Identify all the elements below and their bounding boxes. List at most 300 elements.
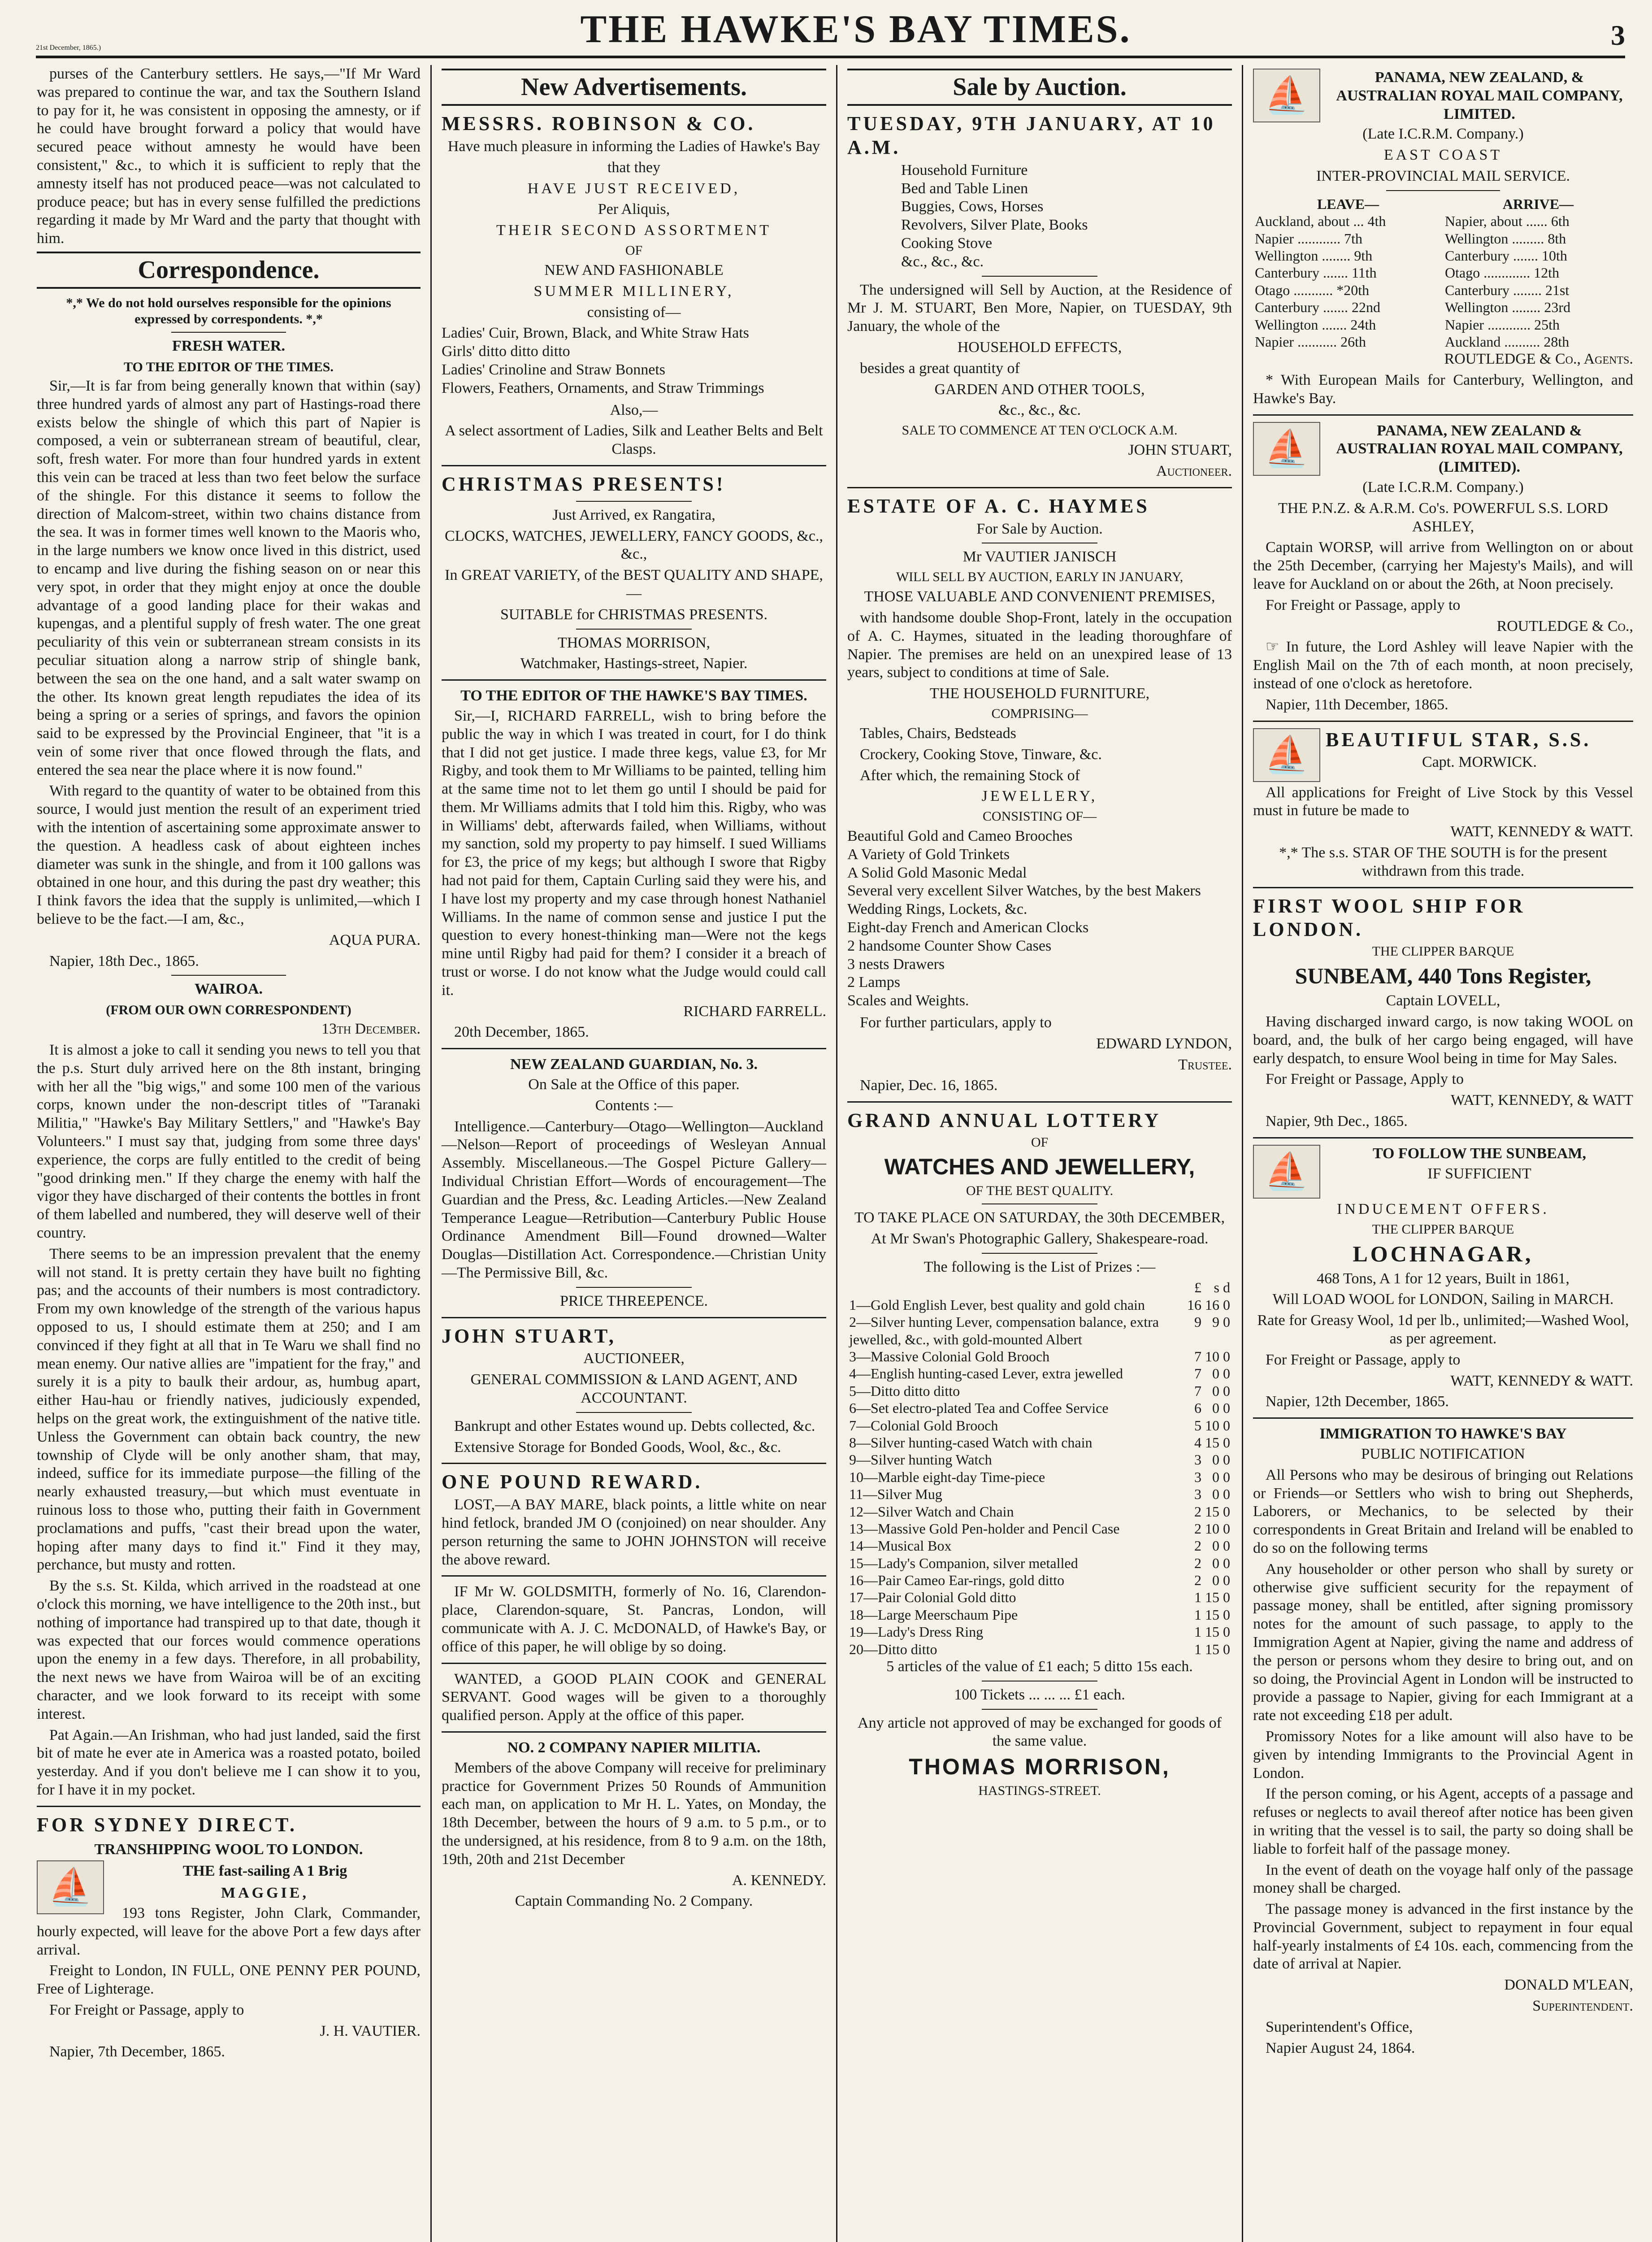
prize-cell: 2 [1194,1503,1201,1520]
robinson-l9: consisting of— [587,304,681,321]
editorial-continuation: purses of the Canterbury settlers. He says,—"If Mr Ward was prepared to continue the war, and tax the Southern Island to pay for it, he was consistent in opposing the amnesty, or if he could have brought forward a policy that would have secured peace without amnesty he would have been consistent," &c., to which it is sufficient to reply that the amnesty itself has not produced peace—was not calculated to produce peace; but has in every sense fulfilled the predictions regarding it made by Mr Ward and the party that thought with him. [37,65,421,247]
prize-cell: 15 [1205,1503,1219,1520]
timetable-row [1253,316,1633,333]
haymes-jewellery: JEWELLERY, [981,788,1098,805]
reward-head: ONE POUND REWARD. [442,1471,703,1493]
prize-cell: 0 [1212,1538,1219,1554]
lochnagar-l3: Rate for Greasy Wool, 1d per lb., unlimited;—Washed Wool, as per agreement. [1257,1312,1629,1347]
prize-cell: 8—Silver hunting-cased Watch with chain [849,1434,1093,1451]
list-item: A Variety of Gold Trinkets [847,846,1010,863]
immigration-p6: The passage money is advanced in the first instance by the Provincial Government, subject to repayment in four equal half-yearly instalments of £4 10s. each, commencing from the date of arrival at Napier. [1253,1901,1633,1973]
column-4 [1242,65,1643,2242]
prize-row [847,1606,1232,1623]
wairoa-date: 13th December. [321,1021,421,1038]
haymes-furniture: THE HOUSEHOLD FURNITURE, [929,685,1150,702]
prize-row [847,1382,1232,1399]
timetable-cell: Otago ............. 12th [1445,265,1560,281]
prize-cell: 16—Pair Cameo Ear-rings, gold ditto [849,1572,1065,1589]
stuart-l3: Bankrupt and other Estates wound up. Debts collected, &c. [454,1417,815,1434]
militia-head: NO. 2 COMPANY NAPIER MILITIA. [507,1739,761,1756]
wanted-notice: WANTED, a GOOD PLAIN COOK and GENERAL SERVANT. Good wages will be given to a thoroughly qualified person. Apply at the office of this paper. [442,1670,826,1724]
prize-cell: 6—Set electro-plated Tea and Coffee Service [849,1400,1109,1416]
lottery-head: GRAND ANNUAL LOTTERY [847,1109,1162,1132]
prize-cell: 1 [1194,1606,1201,1623]
sydney-body: 193 tons Register, John Clark, Commander, hourly expected, will leave for the above Port a few days after arrival. [37,1904,421,1958]
christmas-l4: SUITABLE for CHRISTMAS PRESENTS. [500,606,768,623]
timetable-row [1253,213,1633,230]
prize-cell: 10 [1205,1417,1219,1434]
prize-cell: 4 [1194,1434,1201,1451]
timetable-cell: Wellington ....... 24th [1255,316,1376,333]
haymes-l2: WILL SELL BY AUCTION, EARLY IN JANUARY, [896,569,1184,585]
robinson-l1: Have much pleasure in informing the Ladies of Hawke's Bay [447,138,820,155]
list-item: Revolvers, Silver Plate, Books [901,217,1088,234]
auction-role: Auctioneer. [1156,462,1232,479]
haymes-consisting: CONSISTING OF— [982,809,1097,824]
wairoa-p3: By the s.s. St. Kilda, which arrived in the roadstead at one o'clock this morning, we have intelligence to the 20th inst., but nothing of importance had transpired up to that date, though it was expected that our forces would commence operations upon the enemy in a few days. Therefore, in all probability, the next news we have from Wairoa will be of an exciting character, and we look forward to its receipt with some interest. [37,1577,421,1722]
panama2-late: (Late I.C.R.M. Company.) [1362,479,1524,496]
newspaper-title: THE HAWKE'S BAY TIMES. [580,8,1132,51]
lochnagar-l2: Will LOAD WOOL for LONDON, Sailing in MARCH. [1272,1291,1614,1308]
timetable-row [1253,333,1633,350]
list-item: Girls' ditto ditto ditto [442,343,570,360]
auction-effects: HOUSEHOLD EFFECTS, [957,339,1122,356]
prize-cell: 0 [1223,1572,1230,1589]
list-item: Buggies, Cows, Horses [901,198,1044,215]
timetable-cell: Auckland .......... 28th [1445,333,1570,350]
timetable-row [1253,282,1633,299]
sunbeam-head: FIRST WOOL SHIP FOR LONDON. [1253,895,1526,941]
list-item: Several very excellent Silver Watches, by the best Makers [847,882,1201,899]
col-shillings: s [1214,1279,1219,1296]
timetable-row [1253,230,1633,247]
prize-cell: 0 [1212,1486,1219,1503]
prize-row [847,1555,1232,1572]
sydney-ship-line: THE fast-sailing A 1 Brig [182,1863,347,1880]
timetable-cell: Wellington ........ 9th [1255,247,1373,264]
panama2-apply: For Freight or Passage, apply to [1266,596,1461,613]
prize-cell: 19—Lady's Dress Ring [849,1624,984,1640]
sunbeam-name: SUNBEAM, 440 Tons Register, [1295,963,1591,989]
sydney-dateline: Napier, 7th December, 1865. [49,2043,225,2060]
prize-cell: 7 [1194,1365,1201,1382]
panama1-head: PANAMA, NEW ZEALAND, & AUSTRALIAN ROYAL MAIL COMPANY, LIMITED. [1336,69,1623,122]
prize-cell: 0 [1212,1451,1219,1468]
robinson-ad [442,112,826,459]
lottery-take: TO TAKE PLACE ON SATURDAY, the 30th DECEMBER, [854,1209,1225,1226]
farrell-dateline: 20th December, 1865. [454,1024,589,1041]
prize-cell: 0 [1223,1469,1230,1485]
prize-cell: 1 [1194,1589,1201,1606]
immigration-office: Superintendent's Office, [1266,2018,1413,2035]
prize-cell: 3—Massive Colonial Gold Brooch [849,1348,1050,1364]
immigration-p1: All Persons who may be desirous of bringing out Relations or Friends—or Settlers who wish to bring out Shepherds, Laborers, or Mechanics, to be selected by their correspondents in Great Britain and Ireland will be enabled to do so on the following terms [1253,1466,1633,1556]
masthead [36,0,1625,58]
prize-cell: 15 [1205,1606,1219,1623]
panama2-dateline: Napier, 11th December, 1865. [1266,696,1448,713]
haymes-ad [847,495,1232,1095]
prize-cell: 16 [1205,1296,1219,1313]
lottery-title: WATCHES AND JEWELLERY, [884,1154,1195,1180]
leave-header: LEAVE— [1317,196,1379,212]
prize-cell: 12—Silver Watch and Chain [849,1503,1014,1520]
christmas-l3: In GREAT VARIETY, of the BEST QUALITY AND SHAPE,— [445,567,823,602]
prize-cell: 10 [1205,1348,1219,1364]
prize-cell: 0 [1223,1314,1230,1330]
immigration-p5: In the event of death on the voyage half only of the passage money shall be charged. [1253,1861,1633,1897]
ship-icon: ⛵ [1253,728,1320,782]
prize-cell: 15—Lady's Companion, silver metalled [849,1555,1078,1571]
haymes-agent: EDWARD LYNDON, [1096,1035,1232,1052]
immigration-sub: PUBLIC NOTIFICATION [1361,1445,1525,1462]
prize-row [847,1469,1232,1486]
prize-row [847,1434,1232,1451]
star-agent: WATT, KENNEDY & WATT. [1450,823,1633,840]
guardian-head: NEW ZEALAND GUARDIAN, No. 3. [510,1056,758,1073]
prize-cell: 18—Large Meerschaum Pipe [849,1606,1018,1623]
pat-again: Pat Again.—An Irishman, who had just landed, said the first bit of mate he ever ate in America was a roasted potato, boiled yesterday. And if you don't believe me I can show it to you, for I have it in my pocket. [37,1726,421,1798]
disclaimer: *,* We do not hold ourselves responsible for the opinions expressed by correspondents. *,* [66,295,391,327]
fresh-water-title: FRESH WATER. [172,338,285,355]
issue-date: 21st December, 1865.) [36,44,101,52]
auction-body: The undersigned will Sell by Auction, at the Residence of Mr J. M. STUART, Ben More, Napier, on TUESDAY, 9th January, the whole of the [847,281,1232,335]
lottery-addr: HASTINGS-STREET. [978,1783,1101,1799]
prize-cell: 9 [1212,1314,1219,1330]
list-item: Beautiful Gold and Cameo Brooches [847,828,1073,845]
haymes-comprising: COMPRISING— [991,706,1088,721]
timetable-cell: Napier ............ 25th [1445,316,1560,333]
sydney-ad-sub: TRANSHIPPING WOOL TO LONDON. [94,1841,363,1858]
prize-cell: 9 [1194,1314,1201,1330]
lottery-tickets: 100 Tickets ... ... ... £1 each. [954,1686,1125,1703]
auction-heading: Sale by Auction. [847,69,1232,106]
auction-items [847,161,1232,271]
prize-cell: 0 [1212,1365,1219,1382]
prize-cell: 0 [1223,1589,1230,1606]
star-head: BEAUTIFUL STAR, S.S. [1326,728,1591,751]
panama2-head: PANAMA, NEW ZEALAND & AUSTRALIAN ROYAL MAIL COMPANY, (LIMITED). [1336,422,1623,476]
haymes-body: with handsome double Shop-Front, lately in the occupation of A. C. Haymes, situated in the leading thoroughfare of Napier. The premises are held on an unexpired lease of 13 years, subject to conditions at time of Sale. [847,609,1232,681]
immigration-head: IMMIGRATION TO HAWKE'S BAY [1319,1425,1567,1443]
panama2-agent: ROUTLEDGE & Co., [1496,617,1633,634]
prize-cell: 0 [1223,1624,1230,1640]
prize-cell: 6 [1194,1400,1201,1416]
auction-commence: SALE TO COMMENCE AT TEN O'CLOCK A.M. [902,423,1178,438]
farrell-body: Sir,—I, RICHARD FARRELL, wish to bring before the public the way in which I was treated in court, for I do think that I did not get justice. I made three kegs, value £3, for Mr Rigby, and took them to Mr Williams to be painted, telling him at the same time not to let them go until I should be paid for them. Mr Williams admits that I told him this. Rigby, who was in Williams' debt, afterwards failed, when Williams, without my sanction, sold my property to pay himself. I sued Williams for £3, the price of my kegs; but although I swore that Rigby had not paid for them, Captain Curling said they were his, and I have lost my property and my case through honest Nathaniel Williams. In the name of common sense and justice I put the question to every honest-thinking man—Were not the kegs mine until Rigby had paid for them? I consider it a breach of trust or worse. I do not know what the Judge would could call it. [442,707,826,999]
panama1-service: INTER-PROVINCIAL MAIL SERVICE. [1316,167,1570,184]
auction-head: TUESDAY, 9TH JANUARY, AT 10 A.M. [847,113,1216,158]
prize-table-header [847,1279,1232,1296]
haymes-after: After which, the remaining Stock of [860,767,1080,784]
militia-body: Members of the above Company will receive for preliminary practice for Government Prizes 50 Rounds of Ammunition each man, on application to Mr H. L. Yates, on Monday, the 18th December, between the hours of 9 a.m. to 5 p.m., or to the undersigned, at his residence, from 8 to 9 a.m. on the 18th, 19th, 20th and 21st December [442,1759,826,1868]
goldsmith-notice: IF Mr W. GOLDSMITH, formerly of No. 16, Clarendon-place, Clarendon-square, St. Pancras, London, will communicate with A. J. C. McDONALD, of Hawke's Bay, or office of this paper, he will oblige by so doing. [442,1583,826,1655]
timetable-cell: Canterbury ....... 11th [1255,265,1377,281]
column-2 [430,65,836,2242]
prize-cell: 0 [1212,1572,1219,1589]
prize-cell: 0 [1223,1365,1230,1382]
robinson-also: Also,— [610,401,658,418]
robinson-head: MESSRS. ROBINSON & CO. [442,113,756,135]
panama-mail-ad [1253,69,1633,408]
list-item: 2 Lamps [847,974,901,991]
list-item: Ladies' Cuir, Brown, Black, and White Straw Hats [442,325,749,342]
stuart-l4: Extensive Storage for Bonded Goods, Wool, &c., &c. [454,1438,781,1456]
prize-cell: 4—English hunting-cased Lever, extra jewelled [849,1365,1123,1382]
reward-ad [442,1470,826,1569]
christmas-addr: Watchmaker, Hastings-street, Napier. [520,655,748,672]
wairoa-title: WAIROA. [194,981,263,998]
pointing-hand-icon: ☞ [1266,639,1279,656]
prize-cell: 7—Colonial Gold Brooch [849,1417,998,1434]
prize-cell: 0 [1223,1400,1230,1416]
guardian-price: PRICE THREEPENCE. [560,1292,708,1309]
list-item: 3 nests Drawers [847,956,945,973]
list-item: Bed and Table Linen [901,180,1028,197]
lochnagar-ad [1253,1145,1633,1411]
haymes-f2: Crockery, Cooking Stove, Tinware, &c. [860,746,1102,763]
farrell-head: TO THE EDITOR OF THE HAWKE'S BAY TIMES. [460,687,807,704]
robinson-items [442,324,826,397]
wairoa-p1: It is almost a joke to call it sending you news to tell you that the p.s. Sturt duly arrived here on the 8th instant, bringing with her all the "big wigs," and some 100 men of the various corps, known under the non-descript titles of "Taranaki Militia," "Hawke's Bay Military Settlers," and "Hawke's Bay Volunteers." I must say that, judging from some three days' experience, the corps are fully entitled to the credit of being "good drinking men." If they charge the enemy with half the vigor they have discharged of their contents the bottles in front of them labelled and numbered, they will deserve well of their country. [37,1042,421,1242]
prize-cell: 7 [1194,1382,1201,1399]
auction-besides: besides a great quantity of [860,360,1020,377]
timetable-cell: Canterbury ........ 21st [1445,282,1570,298]
sunbeam-capt: Captain LOVELL, [1386,992,1500,1009]
auction-stuart [847,112,1232,481]
prize-cell: 0 [1223,1503,1230,1520]
prize-row [847,1589,1232,1606]
lottery-at: At Mr Swan's Photographic Gallery, Shakespeare-road. [871,1230,1209,1247]
prize-cell: 13—Massive Gold Pen-holder and Pencil Case [849,1520,1120,1537]
ship-icon: ⛵ [1253,1145,1320,1199]
prize-row [847,1503,1232,1520]
sydney-freight: Freight to London, IN FULL, ONE PENNY PER POUND, Free of Lighterage. [37,1962,421,1998]
prize-row [847,1417,1232,1434]
panama1-agents: ROUTLEDGE & Co., Agents. [1444,351,1633,368]
prize-cell: 15 [1205,1434,1219,1451]
christmas-ad [442,473,826,673]
prize-cell: 0 [1223,1434,1230,1451]
prize-cell: 10—Marble eight-day Time-piece [849,1469,1045,1485]
sunbeam-agent: WATT, KENNEDY, & WATT [1450,1092,1633,1109]
lochnagar-name: LOCHNAGAR, [1353,1241,1534,1266]
prize-cell: 2 [1194,1538,1201,1554]
prize-cell: 17—Pair Colonial Gold ditto [849,1589,1016,1606]
fresh-water-body-2: With regard to the quantity of water to be obtained from this source, I would just mention the result of an experiment tried with the intention of ascertaining some approximate answer to the question. A headless cask of about eighteen inches diameter was sunk in the shingle, and from it 100 gallons was obtained in one hour, and this during the past dry weather; this I think favors the idea that the supply is unlimited,—which I believe to be the fact.—I am, &c., [37,782,421,928]
lottery-name: THOMAS MORRISON, [909,1754,1171,1780]
sunbeam-clipper: THE CLIPPER BARQUE [1372,944,1514,959]
ship-icon: ⛵ [1253,422,1320,476]
robinson-l7: NEW AND FASHIONABLE [544,261,724,278]
lottery-of: OF [1031,1135,1049,1150]
militia-role: Captain Commanding No. 2 Company. [515,1893,753,1910]
robinson-l5: THEIR SECOND ASSORTMENT [496,222,772,239]
prize-cell: 0 [1223,1417,1230,1434]
lochnagar-agent: WATT, KENNEDY & WATT. [1450,1372,1633,1389]
fresh-water-to: TO THE EDITOR OF THE TIMES. [124,359,334,374]
prize-cell: 0 [1223,1555,1230,1571]
list-item: Scales and Weights. [847,992,969,1009]
prize-cell: 0 [1223,1538,1230,1554]
prize-cell: 2 [1194,1520,1201,1537]
timetable-cell: Wellington ........ 23rd [1445,299,1571,316]
col-pounds: £ [1194,1279,1201,1296]
immigration-ad [1253,1425,1633,2057]
immigration-p4: If the person coming, or his Agent, accepts of a passage and refuses or neglects to avail thereof after notice has been given in writing that the vessel is to sail, the party so doing shall be liable to forfeit half of the passage money. [1253,1786,1633,1857]
timetable-cell: Otago ........... *20th [1255,282,1370,298]
list-item: &c., &c., &c. [901,253,984,270]
prize-cell: 0 [1212,1555,1219,1571]
lottery-five: 5 articles of the value of £1 each; 5 ditto 15s each. [886,1658,1193,1675]
christmas-l2: CLOCKS, WATCHES, JEWELLERY, FANCY GOODS, &c., &c., [444,527,824,563]
prize-cell: 1—Gold English Lever, best quality and gold chain [849,1296,1145,1313]
prize-cell: 9—Silver hunting Watch [849,1451,992,1468]
prize-cell: 0 [1223,1451,1230,1468]
panama2-line: THE P.N.Z. & A.R.M. Co's. POWERFUL S.S. LORD ASHLEY, [1278,500,1608,535]
timetable-cell: Napier ............ 7th [1255,230,1362,247]
immigration-role: Superintendent. [1532,1998,1633,2015]
auction-etc: &c., &c., &c. [998,402,1081,419]
prize-cell: 5 [1194,1417,1201,1434]
sunbeam-body: Having discharged inward cargo, is now taking WOOL on board, and, the bulk of her cargo being engaged, will have early despatch, to ensure Wool being in time for May Sales. [1253,1013,1633,1067]
sydney-apply: For Freight or Passage, apply to [49,2001,244,2018]
correspondence-heading: Correspondence. [37,252,421,289]
immigration-dateline: Napier August 24, 1864. [1266,2039,1415,2056]
lochnagar-sub2: INDUCEMENT OFFERS. [1337,1200,1549,1217]
prize-row [847,1520,1232,1537]
sydney-agent: J. H. VAUTIER. [320,2022,421,2039]
militia-signature: A. KENNEDY. [732,1872,826,1889]
prize-row [847,1486,1232,1503]
immigration-signature: DONALD M'LEAN, [1504,1977,1633,1994]
new-ads-heading: New Advertisements. [442,69,826,106]
sydney-ship-name: MAGGIE, [221,1885,309,1902]
prize-cell: 0 [1223,1486,1230,1503]
lottery-note: Any article not approved of may be exchanged for goods of the same value. [858,1714,1222,1750]
haymes-f1: Tables, Chairs, Bedsteads [860,725,1016,742]
timetable-row [1253,299,1633,316]
robinson-l8: SUMMER MILLINERY, [533,282,734,300]
list-item: Ladies' Crinoline and Straw Bonnets [442,361,666,378]
star-note: *,* The s.s. STAR OF THE SOUTH is for the present withdrawn from this trade. [1279,844,1607,879]
prize-cell: 3 [1194,1469,1201,1485]
lord-ashley-ad [1253,422,1633,714]
prize-cell: 14—Musical Box [849,1538,952,1554]
prize-cell: 2—Silver hunting Lever, compensation balance, extra jewelled, &c., with gold-mounted Albert [849,1314,1159,1347]
prize-list-head: The following is the List of Prizes :— [924,1258,1156,1275]
haymes-sub: For Sale by Auction. [976,520,1103,537]
prize-cell: 0 [1223,1296,1230,1313]
auction-tools: GARDEN AND OTHER TOOLS, [934,381,1145,398]
panama2-body: Captain WORSP, will arrive from Wellington on or about the 25th December, (carrying her Majesty's Mails), and will leave for Auckland on or about the 26th, at Noon precisely. [1253,539,1633,593]
prize-cell: 0 [1212,1469,1219,1485]
timetable-cell: Canterbury ....... 22nd [1255,299,1380,316]
prize-row [847,1641,1232,1658]
stuart-ad [442,1325,826,1457]
ship-icon: ⛵ [1253,69,1320,122]
militia-ad [442,1739,826,1911]
prize-row [847,1572,1232,1589]
immigration-p3: Promissory Notes for a like amount will also have to be given by intending Immigrants to the Provincial Agent in London. [1253,1728,1633,1781]
ship-icon: ⛵ [37,1860,104,1914]
prize-row [847,1399,1232,1416]
timetable-cell: Canterbury ....... 10th [1445,247,1567,264]
prize-cell: 0 [1223,1520,1230,1537]
lochnagar-clipper: THE CLIPPER BARQUE [1372,1221,1514,1237]
lochnagar-sub: IF SUFFICIENT [1427,1165,1531,1182]
prize-cell: 16 [1187,1296,1201,1313]
guardian-body: Intelligence.—Canterbury—Otago—Wellington—Auckland—Nelson—Report of proceedings of Wesleyan Annual Assembly. Miscellaneous.—The Gospel Picture Gallery—Individual Christian Effort—Words of encouragement—The Guardian and the Press, &c. Leading Articles.—New Zealand Temperance League—Retribution—Canterbury Public House Ordinance Amendment Bill—Found drowned—Walter Douglas—Distillation Act. Correspondence.—Christian Unity—The Permissive Bill, &c. [442,1118,826,1282]
christmas-name: THOMAS MORRISON, [557,634,711,651]
list-item: 2 handsome Counter Show Cases [847,937,1052,954]
timetable-cell: Napier, about ...... 6th [1445,213,1570,230]
list-item: Wedding Rings, Lockets, &c. [847,901,1028,918]
prize-cell: 15 [1205,1589,1219,1606]
stuart-head: JOHN STUART, [442,1325,616,1347]
lottery-ad [847,1109,1232,1799]
star-body: All applications for Freight of Live Stock by this Vessel must in future be made to [1253,784,1633,819]
sunbeam-ad [1253,895,1633,1131]
timetable-row [1253,247,1633,264]
arrive-header: ARRIVE— [1502,196,1574,212]
haymes-further: For further particulars, apply to [860,1014,1052,1031]
panama2-future: In future, the Lord Ashley will leave Napier with the English Mail on the 7th of each month, at noon precisely, instead of one o'clock as heretofore. [1253,639,1634,692]
robinson-l4: Per Aliquis, [598,201,670,218]
prize-cell: 2 [1194,1555,1201,1571]
list-item: Eight-day French and American Clocks [847,919,1089,936]
mail-timetable [1253,196,1633,351]
prize-cell: 0 [1223,1606,1230,1623]
haymes-role: Trustee. [1178,1056,1232,1073]
stuart-l2: GENERAL COMMISSION & LAND AGENT, AND ACCOUNTANT. [470,1371,798,1406]
guardian-contents: Contents :— [595,1097,673,1114]
haymes-items [847,827,1232,1010]
sunbeam-dateline: Napier, 9th Dec., 1865. [1266,1113,1408,1130]
farrell-signature: RICHARD FARRELL. [683,1003,826,1020]
prize-row [847,1296,1232,1313]
auction-name: JOHN STUART, [1128,442,1232,459]
prize-row [847,1313,1232,1348]
prize-cell: 3 [1194,1451,1201,1468]
prize-row [847,1623,1232,1640]
robinson-l2: that they [607,159,661,176]
sydney-ad-head: FOR SYDNEY DIRECT. [37,1813,298,1836]
panama1-east: EAST COAST [1383,147,1503,164]
farrell-letter [442,687,826,1042]
prize-cell: 1 [1194,1624,1201,1640]
star-capt: Capt. MORWICK. [1422,754,1537,771]
wairoa-sub: (FROM OUR OWN CORRESPONDENT) [106,1003,351,1018]
lottery-quality: OF THE BEST QUALITY. [966,1183,1114,1199]
prize-cell: 7 [1194,1348,1201,1364]
reward-body: LOST,—A BAY MARE, black points, a little white on near hind fetlock, branded JM O (conjoined) on near shoulder. Any person returning the same to JOHN JOHNSTON will receive the above reward. [442,1496,826,1568]
sunbeam-apply: For Freight or Passage, Apply to [1266,1071,1464,1088]
haymes-dateline: Napier, Dec. 16, 1865. [860,1077,998,1094]
prize-row [847,1348,1232,1365]
fresh-water-signature: AQUA PURA. [329,931,421,948]
timetable-cell: Wellington ......... 8th [1445,230,1566,247]
lochnagar-head: TO FOLLOW THE SUNBEAM, [1372,1145,1587,1162]
prize-cell: 20—Ditto ditto [849,1641,937,1657]
robinson-l6: OF [625,243,643,258]
prize-cell: 0 [1223,1382,1230,1399]
column-1 [27,65,430,2242]
prize-row [847,1537,1232,1554]
col-pence: d [1223,1279,1230,1296]
wairoa-p2: There seems to be an impression prevalent that the enemy will not stand. It is pretty certain they have built no fighting pas; and the accounts of their numbers is most contradictory. From my own knowledge of the strength of the various hapus opposed to us, I should estimate them at 250; and I am convinced if they fight at all that in Te Waru we shall find no mean enemy. Our native allies are "impatient for the fray," and surely it is a pity to baulk their ardour, as, humbug apart, either Hau-hau or friendly natives, judiciously expended, helps on the great work, the extinguishment of the native title. Unless the Government can obtain back country, the new township of Clyde will be only another sham, that may, indeed, suffice for its immediate purpose—the filling of the nearly exhausted treasury,—but which must eventuate in ruinous loss to those who, putting their faith in Government proclamations and puffs, "cast their bread upon the water, hoping after many days to find it." Find it they may, perchance, but musty and rotten. [37,1245,421,1573]
haymes-l3: THOSE VALUABLE AND CONVENIENT PREMISES, [864,588,1215,605]
timetable-cell: Napier ........... 26th [1255,333,1366,350]
